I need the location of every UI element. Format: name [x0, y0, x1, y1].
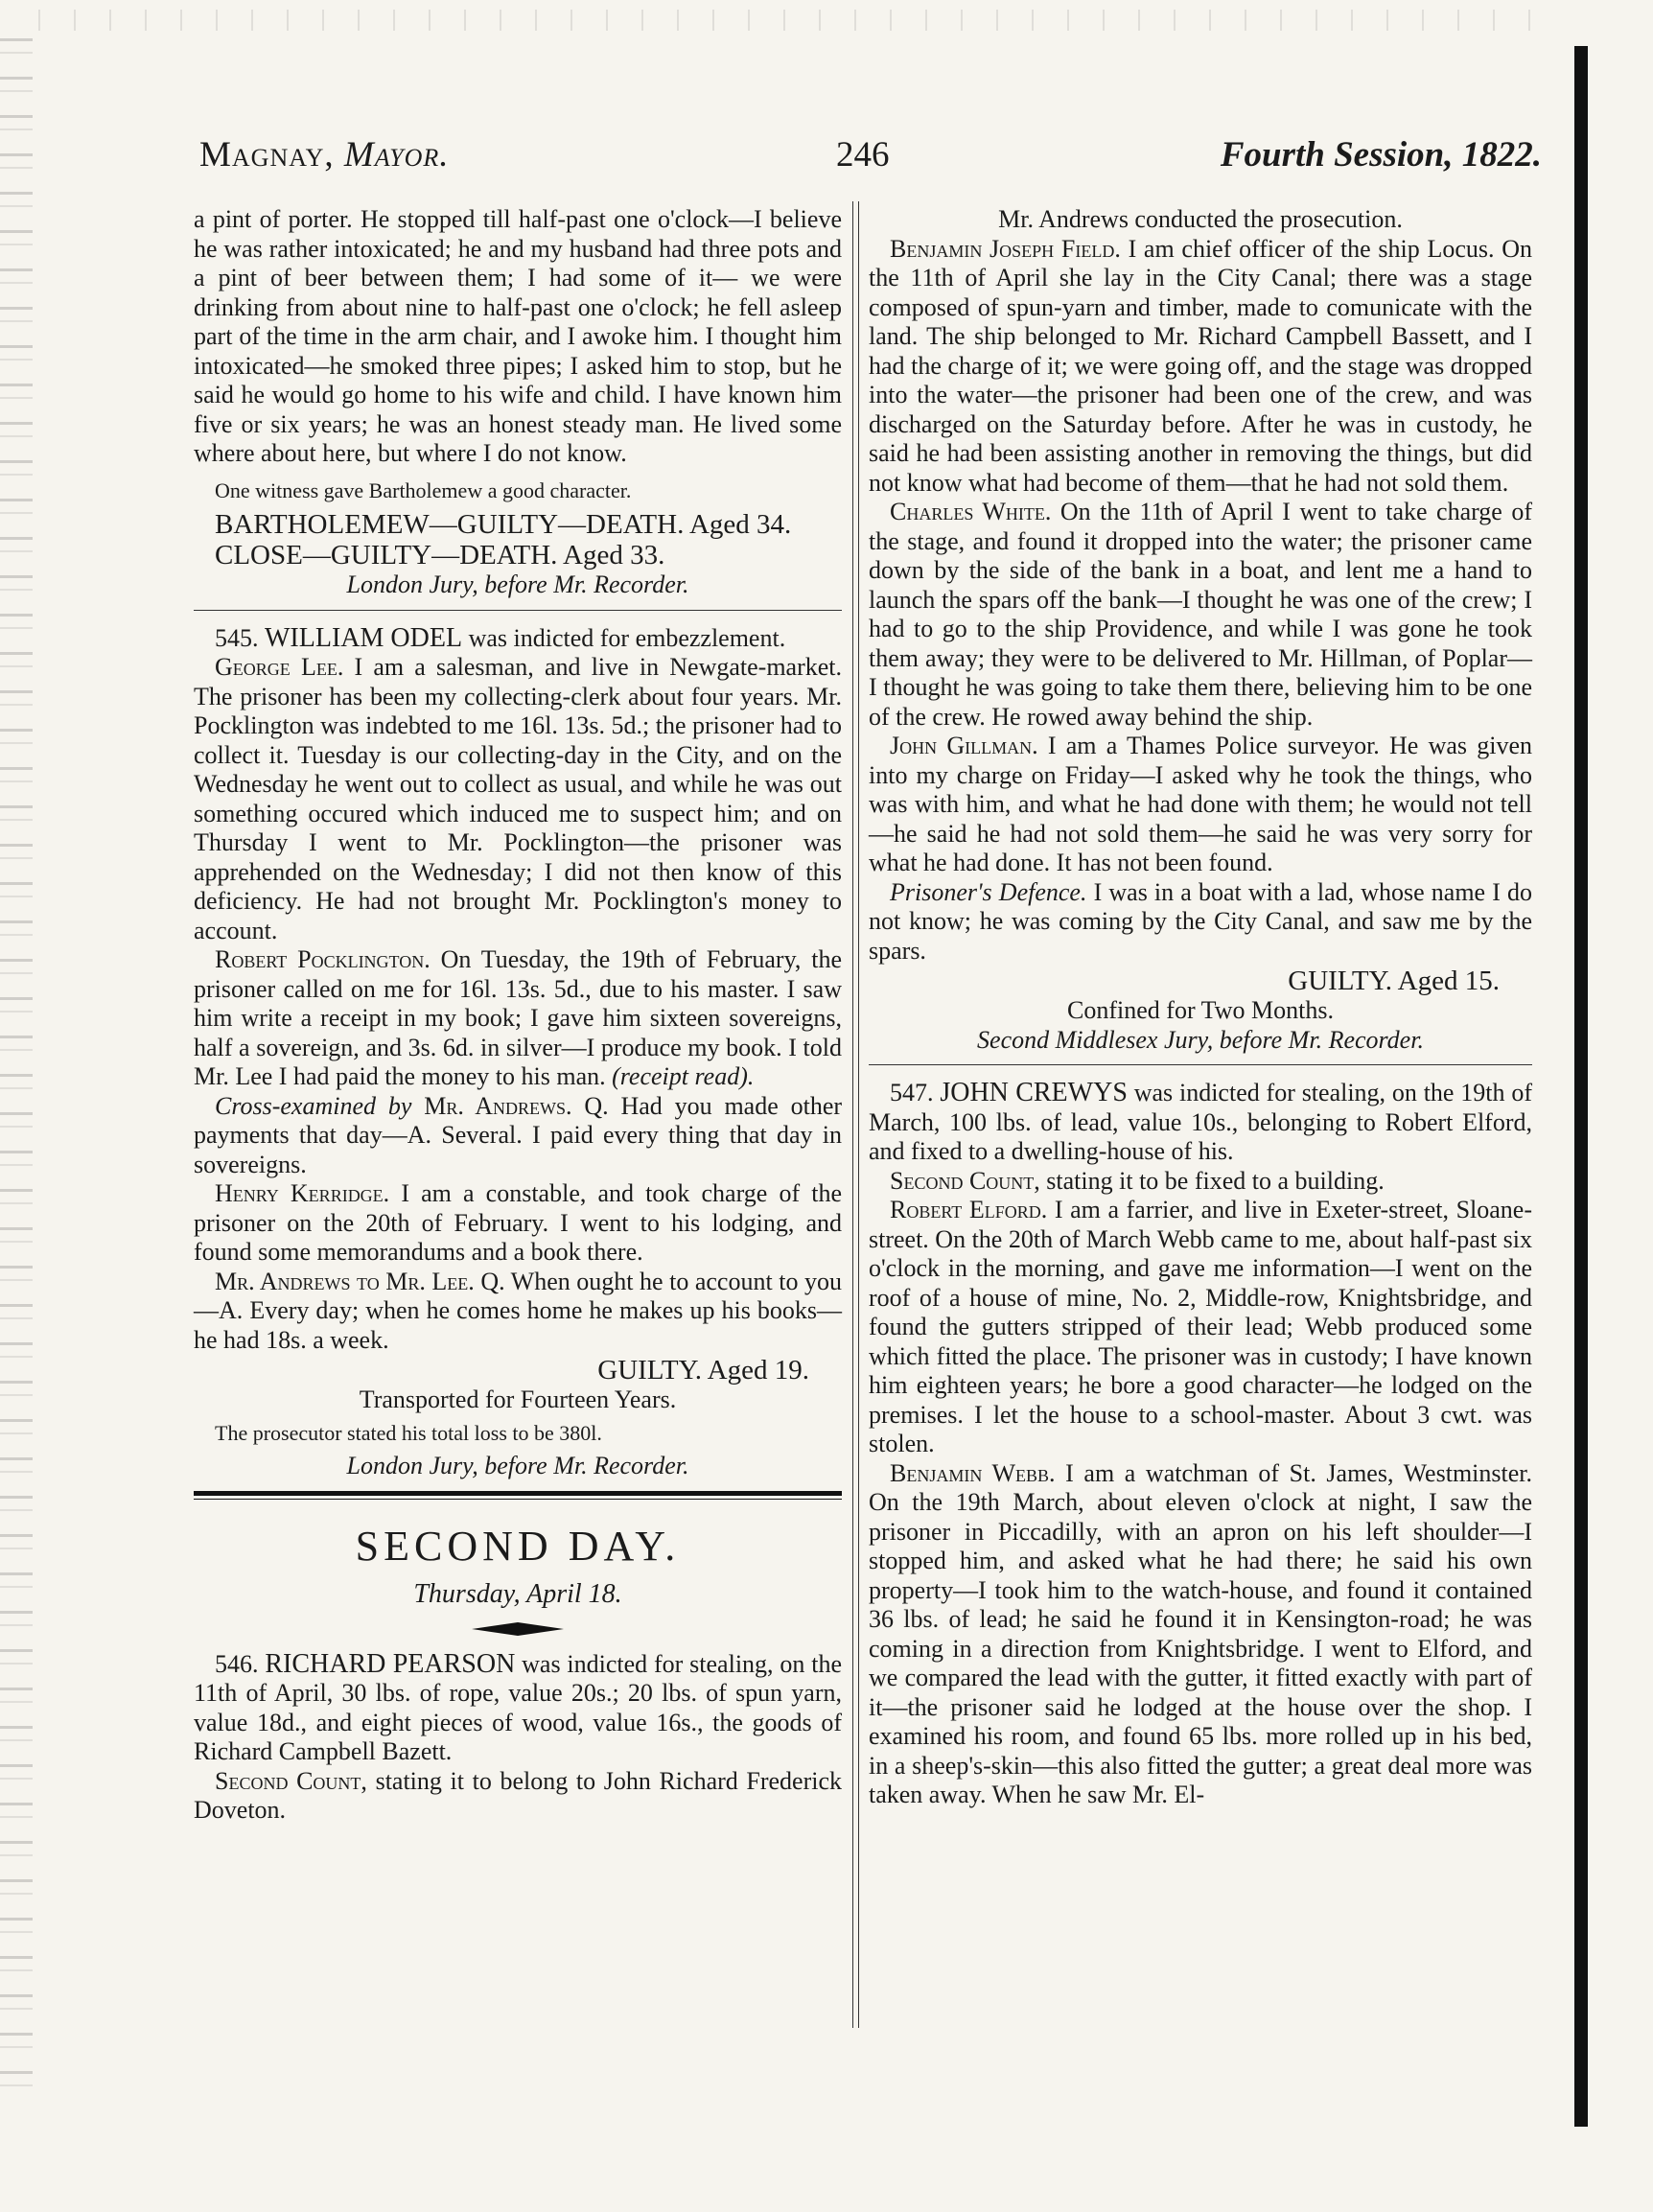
right-column [869, 205, 1532, 2030]
case-546-heading: 546. RICHARD PEARSON was indicted for stealing, on the 11th of April, 30 lbs. of rope, value 20s.; 20 lbs. of spun yarn, value 18d., and eight pieces of wood, value 16s., the goods of Richard Campbell Bazett. [194, 1648, 842, 1765]
ornament-icon [472, 1621, 564, 1637]
testimony-lee: George Lee. I am a salesman, and live in Newgate-market. The prisoner has been my collecting-clerk about four years. Mr. Pocklington was indebted to me 16l. 13s. 5d.; the prisoner had to collect it. Tuesday is our collecting-day in the City, and on the Wednesday he went out to collect as usual, and while he was out something occured which induced me to suspect him; and on Thursday I went to Mr. Pocklington—the prisoner was apprehended on the Wednesday; I did not then know of this deficiency. He had not brought Mr. Pocklington's money to account. [194, 653, 842, 944]
loss-note: The prosecutor stated his total loss to be 380l. [215, 1420, 602, 1445]
scan-noise-left [0, 38, 33, 2109]
second-count-547: Second Count, stating it to be fixed to a building. [890, 1166, 1385, 1195]
second-count-546: Second Count, stating it to belong to John Richard Frederick Doveton. [194, 1766, 843, 1824]
testimony-gillman: John Gillman. I am a Thames Police surveyor. He was given into my charge on Friday—I asked why he took the things, who was with him, and what he had done with them; he would not tell—he said he had not sold them—he said he was very sorry for what he had done. It has not been found. [869, 732, 1532, 876]
jury-note-546: Second Middlesex Jury, before Mr. Recorder. [977, 1025, 1424, 1054]
testimony-kerridge: Henry Kerridge. I am a constable, and took charge of the prisoner on the 20th of February. I went to his lodging, and found some memorandums and a book there. [194, 1179, 842, 1266]
page-number: 246 [836, 135, 890, 175]
verdict-bartholemew: BARTHOLEMEW—GUILTY—DEATH. Aged 34. [215, 509, 792, 540]
left-column [194, 205, 842, 2030]
cross-examination: Cross-examined by Mr. Andrews. Q. Had you made other payments that day—A. Several. I paid every thing that day in sovereigns. [194, 1091, 843, 1178]
sentence-545: Transported for Fourteen Years. [359, 1385, 677, 1413]
case-separator [194, 610, 842, 611]
testimony-elford: Robert Elford. I am a farrier, and live in Exeter-street, Sloane-street. On the 20th of March Webb came to me, about half-past six o'clock in the morning, and gave me information—I went on the roof of a house of mine, No. 2, Middle-row, Knightsbridge, and found the gutters stripped of their lead; Webb produced some which fitted the place. The prisoner was in custody; I have known him eighteen years; he bore a good character—he lodged on the premises. I let the house to a school-master. About 3 cwt. was stolen. [869, 1196, 1533, 1457]
day-date: Thursday, April 18. [413, 1579, 622, 1609]
verdict-546: GUILTY. Aged 15. [1288, 966, 1500, 996]
sentence-546: Confined for Two Months. [1067, 996, 1334, 1024]
binding-edge [1574, 46, 1588, 2127]
prisoner-defence: Prisoner's Defence. I was in a boat with a lad, whose name I do not know; he was coming by the City Canal, and saw me by the spars. [869, 877, 1532, 965]
case-547-heading: 547. JOHN CREWYS was indicted for stealing, on the 19th of March, 100 lbs. of lead, value 10s., belonging to Robert Elford, and fixed to a dwelling-house of his. [869, 1078, 1532, 1165]
column-divider [852, 201, 859, 2028]
case-545-heading: 545. WILLIAM ODEL was indicted for embezzlement. [215, 622, 786, 653]
jury-note: London Jury, before Mr. Recorder. [346, 570, 689, 598]
witness-note: One witness gave Bartholemew a good character. [215, 477, 632, 502]
testimony-field: Benjamin Joseph Field. I am chief officer of the ship Locus. On the 11th of April she lay in the City Canal; there was a stage composed of spun-yarn and timber, made to comunicate with the land. The ship belonged to Mr. Richard Campbell Bassett, and I had the charge of it; we were going off, and the stage was dropped into the water—the prisoner had been one of the crew, and was discharged on the Saturday before. After he was in custody, he said he had been assisting another in removing the things, but did not know what had become of them—that he had not sold them. [869, 234, 1533, 497]
andrews-to-lee: Mr. Andrews to Mr. Lee. Q. When ought he to account to you—A. Every day; when he comes home he makes up his books—he had 18s. a week. [194, 1267, 842, 1354]
header-mayor: Magnay, Mayor. [199, 135, 450, 175]
day-separator [194, 1491, 842, 1500]
running-head [199, 134, 1542, 182]
prosecution-note: Mr. Andrews conducted the prosecution. [998, 205, 1403, 233]
testimony-pocklington: Robert Pocklington. On Tuesday, the 19th of February, the prisoner called on me for 16l. 13s. 5d., due to his master. I saw him write a receipt in my book; I gave him sixteen sovereigns, half a sovereign, and 3s. 6d. in silver—I produce my book. I told Mr. Lee I had paid the money to his man. (receipt read). [194, 945, 842, 1090]
header-session: Fourth Session, 1822. [1220, 135, 1542, 175]
case-separator [869, 1064, 1532, 1065]
scan-noise-top [38, 10, 1534, 31]
testimony-webb: Benjamin Webb. I am a watchman of St. James, Westminster. On the 19th March, about eleven o'clock at night, I saw the prisoner in Piccadilly, with an apron on his left shoulder—I stopped him, and asked what he had there; he said his own property—I took him to the watch-house, and found it contained 36 lbs. of lead; he said he found it in Kensington-road; he was coming in a direction from Knightsbridge. I went to Elford, and we compared the lead with the gutter, it fitted exactly with part of it—the prisoner said he lodged at the house over the shop. I examined his room, and found 65 lbs. more rolled up in his bed, in a sheep's-skin—this also fitted the gutter; a great deal more was taken away. When he saw Mr. El- [869, 1458, 1532, 1808]
testimony-white: Charles White. On the 11th of April I went to take charge of the stage, and found it dropped into the water; the prisoner came down by the side of the bank in a boat, and lent me a hand to launch the spars off the bank—I thought he was one of the crew; I had to go to the ship Providence, and while I was gone he took them away; they were to be delivered to Mr. Hillman, of Poplar—I thought he was going to take them there, believing him to be one of the crew. He rowed away behind the ship. [869, 498, 1532, 731]
day-title: SECOND DAY. [355, 1522, 681, 1570]
verdict-close: CLOSE—GUILTY—DEATH. Aged 33. [215, 540, 665, 570]
verdict-545: GUILTY. Aged 19. [597, 1355, 809, 1385]
jury-note-545: London Jury, before Mr. Recorder. [346, 1452, 689, 1479]
testimony-continued: a pint of porter. He stopped till half-past one o'clock—I believe he was rather intoxicated; he and my husband had three pots and a pint of beer between them; I had some of it— we were drinking from about nine to half-past one o'clock; he fell asleep part of the time in the arm chair, and I awoke him. I thought him intoxicated—he smoked three pipes; I asked him to stop, but he said he would go home to his wife and child. I have known him five or six years; he was an honest steady man. He lived some where about here, but where I do not know. [194, 205, 842, 467]
